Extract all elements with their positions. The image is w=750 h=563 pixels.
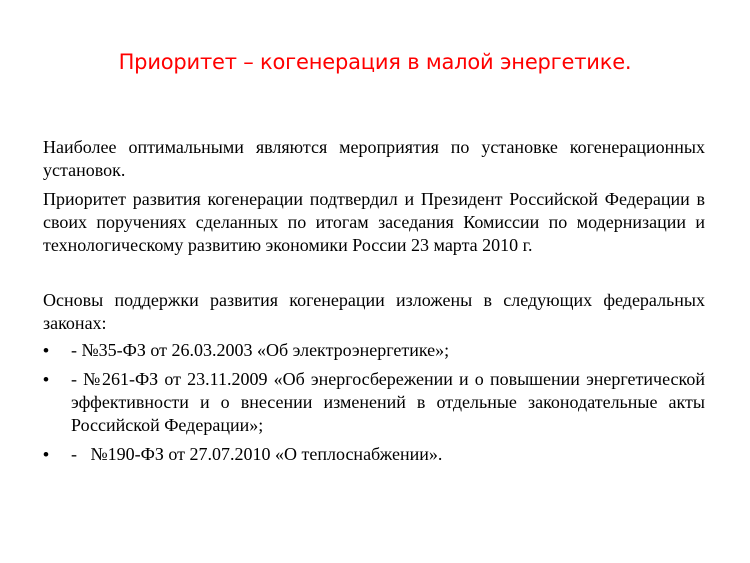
- paragraph-optimal-measures: Наиболее оптимальными являются мероприятия по установке когенерационных установок.: [43, 137, 705, 180]
- list-item: [43, 339, 705, 362]
- federal-laws-list: [43, 339, 705, 466]
- paragraph-president-priority: Приоритет развития когенерации подтвердил и Президент Российской Федерации в своих поручениях сделанных по итогам заседания Комиссии по модернизации и технологическому развитию экономики России 23 марта 2010 г.: [43, 189, 705, 255]
- slide-title: Приоритет – когенерация в малой энергетике.: [118, 50, 632, 74]
- list-item: [43, 368, 705, 437]
- bullet-icon: •: [43, 445, 49, 464]
- list-item: [43, 443, 705, 466]
- bullet-icon: •: [43, 370, 49, 389]
- law-text: - №190-ФЗ от 27.07.2010 «О теплоснабжении».: [71, 444, 443, 464]
- law-text: - №35-ФЗ от 26.03.2003 «Об электроэнергетике»;: [71, 340, 450, 360]
- bullet-icon: •: [43, 341, 49, 360]
- slide-body: [43, 136, 705, 472]
- law-text: - №261-ФЗ от 23.11.2009 «Об энергосбережении и о повышении энергетической эффективности и о внесении изменений в отдельные законодательные акты Российской Федерации»;: [71, 369, 705, 435]
- paragraph-federal-laws-intro: Основы поддержки развития когенерации изложены в следующих федеральных законах:: [43, 290, 705, 333]
